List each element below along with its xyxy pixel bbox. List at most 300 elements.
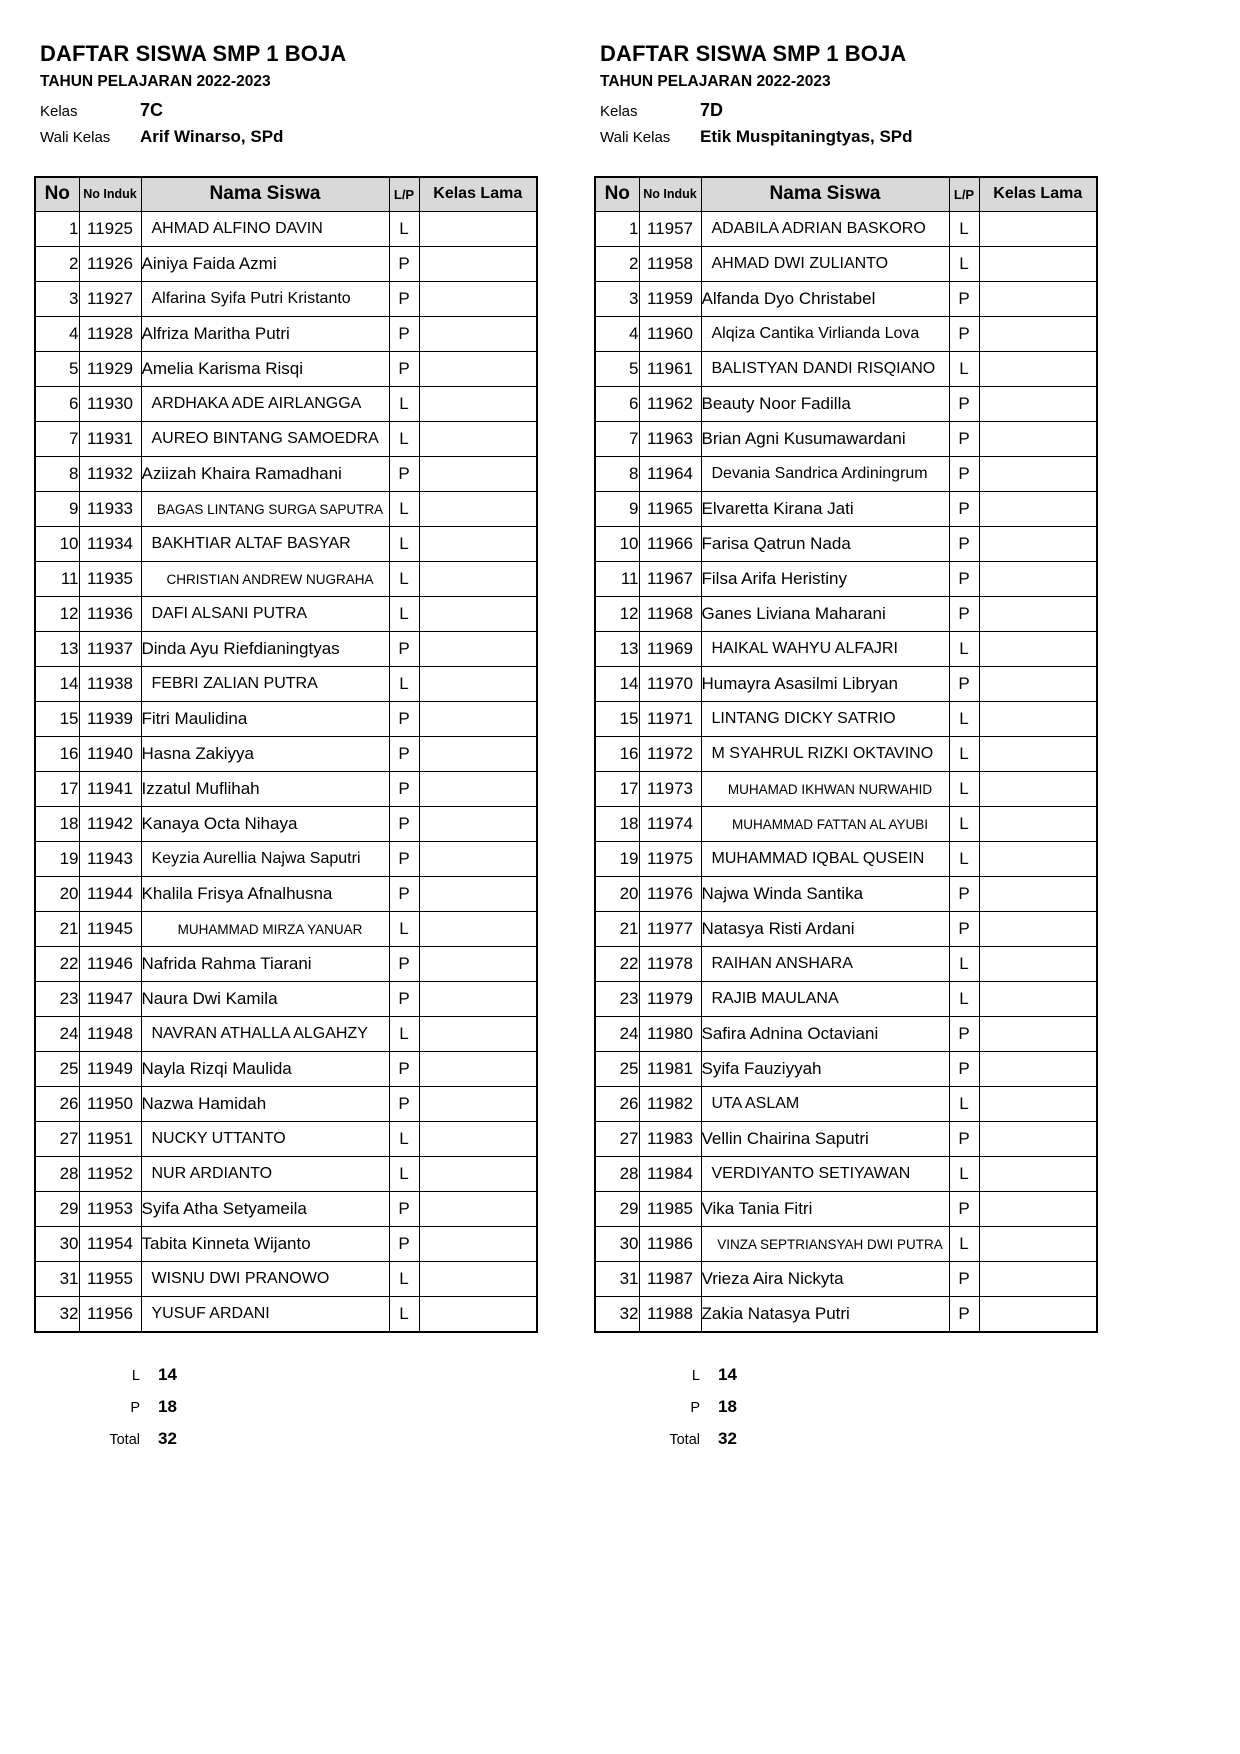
cell-lp: L — [949, 352, 979, 387]
table-row — [35, 1297, 537, 1332]
cell-no: 21 — [35, 912, 79, 947]
cell-no: 5 — [35, 352, 79, 387]
cell-no-induk: 11927 — [79, 282, 141, 317]
cell-no: 32 — [35, 1297, 79, 1332]
table-row — [35, 1262, 537, 1297]
cell-no: 21 — [595, 912, 639, 947]
cell-nama-siswa: Devania Sandrica Ardiningrum — [701, 457, 949, 492]
cell-no-induk: 11928 — [79, 317, 141, 352]
cell-kelas-lama — [419, 632, 537, 667]
summary-row-l — [94, 1359, 546, 1391]
academic-year: TAHUN PELAJARAN 2022-2023 — [600, 72, 831, 90]
cell-no: 3 — [35, 282, 79, 317]
cell-no-induk: 11939 — [79, 702, 141, 737]
table-row — [35, 562, 537, 597]
cell-kelas-lama — [419, 1052, 537, 1087]
cell-lp: L — [949, 247, 979, 282]
cell-no-induk: 11962 — [639, 387, 701, 422]
cell-nama-siswa: Khalila Frisya Afnalhusna — [141, 877, 389, 912]
cell-nama-siswa: DAFI ALSANI PUTRA — [141, 597, 389, 632]
cell-kelas-lama — [979, 667, 1097, 702]
cell-nama-siswa: Farisa Qatrun Nada — [701, 527, 949, 562]
cell-nama-siswa: Ainiya Faida Azmi — [141, 247, 389, 282]
cell-nama-siswa: Kanaya Octa Nihaya — [141, 807, 389, 842]
column-header-lp: L/P — [389, 177, 419, 212]
cell-nama-siswa: Najwa Winda Santika — [701, 877, 949, 912]
table-header — [35, 177, 537, 212]
cell-no: 32 — [595, 1297, 639, 1332]
table-row — [35, 247, 537, 282]
cell-no: 11 — [35, 562, 79, 597]
cell-no: 10 — [35, 527, 79, 562]
cell-kelas-lama — [419, 807, 537, 842]
table-row — [595, 492, 1097, 527]
cell-nama-siswa: AHMAD ALFINO DAVIN — [141, 212, 389, 247]
cell-lp: P — [949, 282, 979, 317]
cell-nama-siswa: Hasna Zakiyya — [141, 737, 389, 772]
cell-no-induk: 11947 — [79, 982, 141, 1017]
cell-kelas-lama — [979, 1017, 1097, 1052]
cell-lp: L — [949, 1157, 979, 1192]
cell-kelas-lama — [419, 597, 537, 632]
cell-lp: L — [389, 562, 419, 597]
cell-lp: P — [389, 1227, 419, 1262]
cell-lp: P — [389, 947, 419, 982]
cell-lp: L — [949, 772, 979, 807]
cell-no: 12 — [595, 597, 639, 632]
cell-nama-siswa: FEBRI ZALIAN PUTRA — [141, 667, 389, 702]
cell-no: 25 — [595, 1052, 639, 1087]
cell-no: 13 — [595, 632, 639, 667]
table-row — [35, 317, 537, 352]
cell-no: 17 — [35, 772, 79, 807]
cell-nama-siswa: WISNU DWI PRANOWO — [141, 1262, 389, 1297]
cell-no-induk: 11948 — [79, 1017, 141, 1052]
cell-kelas-lama — [979, 1297, 1097, 1332]
cell-lp: P — [389, 807, 419, 842]
table-row — [595, 912, 1097, 947]
cell-kelas-lama — [979, 597, 1097, 632]
cell-no-induk: 11978 — [639, 947, 701, 982]
summary-label-l: L — [691, 1367, 700, 1384]
cell-no: 29 — [35, 1192, 79, 1227]
cell-no: 9 — [35, 492, 79, 527]
cell-nama-siswa: Humayra Asasilmi Libryan — [701, 667, 949, 702]
kelas-label: Kelas — [40, 102, 78, 120]
cell-nama-siswa: Nazwa Hamidah — [141, 1087, 389, 1122]
cell-no: 19 — [595, 842, 639, 877]
table-row — [595, 1192, 1097, 1227]
table-row — [595, 562, 1097, 597]
academic-year: TAHUN PELAJARAN 2022-2023 — [40, 72, 271, 90]
table-row — [595, 667, 1097, 702]
cell-lp: P — [949, 1052, 979, 1087]
cell-nama-siswa: UTA ASLAM — [701, 1087, 949, 1122]
cell-lp: P — [949, 317, 979, 352]
cell-kelas-lama — [419, 772, 537, 807]
cell-kelas-lama — [979, 807, 1097, 842]
cell-kelas-lama — [979, 422, 1097, 457]
cell-lp: P — [949, 877, 979, 912]
cell-kelas-lama — [979, 562, 1097, 597]
cell-kelas-lama — [419, 1157, 537, 1192]
cell-no-induk: 11979 — [639, 982, 701, 1017]
cell-nama-siswa: Safira Adnina Octaviani — [701, 1017, 949, 1052]
cell-no: 14 — [595, 667, 639, 702]
table-row — [595, 352, 1097, 387]
cell-kelas-lama — [979, 1122, 1097, 1157]
kelas-value: 7C — [140, 99, 164, 120]
cell-no-induk: 11946 — [79, 947, 141, 982]
cell-no: 30 — [35, 1227, 79, 1262]
column-header-lp: L/P — [949, 177, 979, 212]
kelas-row — [40, 97, 546, 123]
cell-lp: P — [389, 317, 419, 352]
table-row — [35, 1087, 537, 1122]
table-row — [35, 772, 537, 807]
cell-nama-siswa: Filsa Arifa Heristiny — [701, 562, 949, 597]
cell-no-induk: 11936 — [79, 597, 141, 632]
cell-nama-siswa: Fitri Maulidina — [141, 702, 389, 737]
cell-nama-siswa: Vellin Chairina Saputri — [701, 1122, 949, 1157]
cell-kelas-lama — [419, 702, 537, 737]
cell-kelas-lama — [979, 387, 1097, 422]
page-title: DAFTAR SISWA SMP 1 BOJA — [600, 41, 907, 66]
summary-value-l: 14 — [718, 1364, 737, 1384]
cell-no: 8 — [595, 457, 639, 492]
cell-no: 24 — [35, 1017, 79, 1052]
summary-row-l — [654, 1359, 1106, 1391]
table-row — [595, 387, 1097, 422]
cell-lp: P — [389, 247, 419, 282]
table-row — [595, 947, 1097, 982]
cell-nama-siswa: Syifa Fauziyyah — [701, 1052, 949, 1087]
summary-label-l: L — [131, 1367, 140, 1384]
cell-no: 4 — [35, 317, 79, 352]
cell-no-induk: 11975 — [639, 842, 701, 877]
cell-no-induk: 11972 — [639, 737, 701, 772]
cell-lp: L — [389, 1262, 419, 1297]
cell-nama-siswa: Brian Agni Kusumawardani — [701, 422, 949, 457]
table-row — [595, 527, 1097, 562]
table-row — [35, 1192, 537, 1227]
table-row — [35, 422, 537, 457]
cell-no: 31 — [35, 1262, 79, 1297]
cell-no-induk: 11968 — [639, 597, 701, 632]
cell-lp: L — [389, 1297, 419, 1332]
wali-kelas-value: Arif Winarso, SPd — [140, 126, 284, 146]
cell-kelas-lama — [979, 737, 1097, 772]
cell-no: 29 — [595, 1192, 639, 1227]
cell-lp: L — [389, 1122, 419, 1157]
cell-no: 14 — [35, 667, 79, 702]
cell-lp: L — [949, 1087, 979, 1122]
cell-lp: L — [949, 212, 979, 247]
cell-lp: P — [949, 492, 979, 527]
cell-kelas-lama — [979, 772, 1097, 807]
page-title: DAFTAR SISWA SMP 1 BOJA — [40, 41, 347, 66]
cell-no-induk: 11945 — [79, 912, 141, 947]
cell-no: 16 — [595, 737, 639, 772]
cell-no-induk: 11943 — [79, 842, 141, 877]
summary-value-p: 18 — [718, 1396, 737, 1416]
cell-lp: P — [949, 1262, 979, 1297]
table-row — [35, 842, 537, 877]
cell-kelas-lama — [979, 457, 1097, 492]
table-row — [595, 1157, 1097, 1192]
summary-row-total — [654, 1423, 1106, 1455]
cell-kelas-lama — [419, 282, 537, 317]
cell-nama-siswa: AUREO BINTANG SAMOEDRA — [141, 422, 389, 457]
wali-kelas-label: Wali Kelas — [40, 128, 111, 146]
cell-no: 4 — [595, 317, 639, 352]
cell-nama-siswa: Vrieza Aira Nickyta — [701, 1262, 949, 1297]
cell-no: 18 — [35, 807, 79, 842]
cell-lp: L — [949, 1227, 979, 1262]
table-row — [595, 842, 1097, 877]
cell-no: 11 — [595, 562, 639, 597]
cell-kelas-lama — [979, 1087, 1097, 1122]
kelas-label: Kelas — [600, 102, 638, 120]
cell-no: 27 — [595, 1122, 639, 1157]
cell-nama-siswa: Dinda Ayu Riefdianingtyas — [141, 632, 389, 667]
cell-lp: L — [389, 912, 419, 947]
cell-no-induk: 11941 — [79, 772, 141, 807]
table-row — [595, 1227, 1097, 1262]
column-header-nama-siswa: Nama Siswa — [701, 177, 949, 212]
cell-kelas-lama — [419, 1017, 537, 1052]
table-row — [595, 212, 1097, 247]
cell-no-induk: 11969 — [639, 632, 701, 667]
cell-kelas-lama — [419, 912, 537, 947]
wali-kelas-row — [600, 125, 1106, 150]
cell-kelas-lama — [419, 317, 537, 352]
cell-kelas-lama — [979, 1227, 1097, 1262]
cell-kelas-lama — [419, 527, 537, 562]
cell-no-induk: 11971 — [639, 702, 701, 737]
cell-no-induk: 11964 — [639, 457, 701, 492]
cell-no: 8 — [35, 457, 79, 492]
cell-nama-siswa: MUHAMMAD IQBAL QUSEIN — [701, 842, 949, 877]
table-row — [35, 632, 537, 667]
cell-no-induk: 11981 — [639, 1052, 701, 1087]
cell-no-induk: 11944 — [79, 877, 141, 912]
cell-no-induk: 11954 — [79, 1227, 141, 1262]
cell-kelas-lama — [419, 247, 537, 282]
cell-lp: P — [949, 527, 979, 562]
cell-nama-siswa: Beauty Noor Fadilla — [701, 387, 949, 422]
class-panel-7d — [594, 40, 1106, 1754]
cell-nama-siswa: Izzatul Muflihah — [141, 772, 389, 807]
cell-no-induk: 11926 — [79, 247, 141, 282]
cell-kelas-lama — [419, 212, 537, 247]
cell-kelas-lama — [419, 947, 537, 982]
cell-nama-siswa: VINZA SEPTRIANSYAH DWI PUTRA — [701, 1227, 949, 1262]
column-header-kelas-lama: Kelas Lama — [419, 177, 537, 212]
cell-no-induk: 11940 — [79, 737, 141, 772]
roster-table-wrapper — [594, 176, 1106, 1333]
cell-lp: P — [949, 1297, 979, 1332]
table-row — [35, 387, 537, 422]
cell-no: 1 — [595, 212, 639, 247]
cell-lp: L — [389, 1017, 419, 1052]
cell-nama-siswa: HAIKAL WAHYU ALFAJRI — [701, 632, 949, 667]
cell-nama-siswa: BAKHTIAR ALTAF BASYAR — [141, 527, 389, 562]
cell-no-induk: 11974 — [639, 807, 701, 842]
table-row — [595, 772, 1097, 807]
cell-no: 22 — [595, 947, 639, 982]
cell-no: 22 — [35, 947, 79, 982]
table-row — [595, 597, 1097, 632]
summary-row-total — [94, 1423, 546, 1455]
cell-kelas-lama — [419, 667, 537, 702]
cell-kelas-lama — [419, 1192, 537, 1227]
cell-nama-siswa: Syifa Atha Setyameila — [141, 1192, 389, 1227]
cell-kelas-lama — [979, 632, 1097, 667]
cell-nama-siswa: MUHAMMAD MIRZA YANUAR — [141, 912, 389, 947]
cell-no: 6 — [35, 387, 79, 422]
cell-kelas-lama — [979, 317, 1097, 352]
table-row — [595, 1297, 1097, 1332]
cell-no: 6 — [595, 387, 639, 422]
header-row — [35, 177, 537, 212]
cell-lp: L — [389, 492, 419, 527]
cell-kelas-lama — [979, 912, 1097, 947]
table-row — [35, 1227, 537, 1262]
summary-value-p: 18 — [158, 1396, 177, 1416]
cell-no: 2 — [595, 247, 639, 282]
cell-lp: L — [949, 702, 979, 737]
cell-no: 2 — [35, 247, 79, 282]
cell-no: 7 — [595, 422, 639, 457]
cell-nama-siswa: CHRISTIAN ANDREW NUGRAHA — [141, 562, 389, 597]
cell-lp: P — [949, 597, 979, 632]
cell-no: 26 — [595, 1087, 639, 1122]
cell-nama-siswa: Elvaretta Kirana Jati — [701, 492, 949, 527]
cell-nama-siswa: YUSUF ARDANI — [141, 1297, 389, 1332]
cell-nama-siswa: M SYAHRUL RIZKI OKTAVINO — [701, 737, 949, 772]
cell-no: 10 — [595, 527, 639, 562]
cell-lp: L — [949, 632, 979, 667]
cell-no-induk: 11982 — [639, 1087, 701, 1122]
cell-no: 24 — [595, 1017, 639, 1052]
table-row — [35, 492, 537, 527]
header-row — [595, 177, 1097, 212]
cell-nama-siswa: NUCKY UTTANTO — [141, 1122, 389, 1157]
wali-kelas-row — [40, 125, 546, 150]
cell-no-induk: 11980 — [639, 1017, 701, 1052]
cell-lp: P — [949, 422, 979, 457]
summary-label-total: Total — [109, 1432, 140, 1449]
summary-row-p — [94, 1391, 546, 1423]
cell-no-induk: 11963 — [639, 422, 701, 457]
cell-lp: P — [949, 1017, 979, 1052]
cell-no-induk: 11942 — [79, 807, 141, 842]
cell-lp: P — [389, 842, 419, 877]
summary-label-p: P — [130, 1399, 140, 1416]
cell-kelas-lama — [419, 422, 537, 457]
cell-kelas-lama — [419, 982, 537, 1017]
cell-lp: P — [949, 457, 979, 492]
wali-kelas-label: Wali Kelas — [600, 128, 671, 146]
cell-kelas-lama — [419, 352, 537, 387]
table-row — [595, 1017, 1097, 1052]
cell-no: 20 — [35, 877, 79, 912]
cell-nama-siswa: Ganes Liviana Maharani — [701, 597, 949, 632]
cell-nama-siswa: Alqiza Cantika Virlianda Lova — [701, 317, 949, 352]
cell-no-induk: 11977 — [639, 912, 701, 947]
table-row — [35, 352, 537, 387]
cell-no-induk: 11933 — [79, 492, 141, 527]
cell-no: 28 — [595, 1157, 639, 1192]
table-row — [595, 807, 1097, 842]
cell-no: 15 — [595, 702, 639, 737]
table-row — [595, 1122, 1097, 1157]
cell-kelas-lama — [979, 492, 1097, 527]
cell-lp: L — [389, 422, 419, 457]
cell-no-induk: 11953 — [79, 1192, 141, 1227]
cell-lp: P — [949, 562, 979, 597]
table-row — [35, 527, 537, 562]
cell-lp: P — [389, 702, 419, 737]
cell-no-induk: 11967 — [639, 562, 701, 597]
table-row — [595, 1262, 1097, 1297]
cell-kelas-lama — [979, 877, 1097, 912]
cell-kelas-lama — [979, 982, 1097, 1017]
cell-kelas-lama — [419, 1227, 537, 1262]
cell-lp: L — [389, 1157, 419, 1192]
cell-no-induk: 11965 — [639, 492, 701, 527]
cell-nama-siswa: AHMAD DWI ZULIANTO — [701, 247, 949, 282]
cell-no: 23 — [35, 982, 79, 1017]
summary-block — [34, 1359, 546, 1456]
cell-no-induk: 11984 — [639, 1157, 701, 1192]
cell-no-induk: 11929 — [79, 352, 141, 387]
table-body — [35, 212, 537, 1332]
cell-no-induk: 11950 — [79, 1087, 141, 1122]
column-header-nama-siswa: Nama Siswa — [141, 177, 389, 212]
table-row — [35, 912, 537, 947]
cell-no-induk: 11932 — [79, 457, 141, 492]
cell-no-induk: 11986 — [639, 1227, 701, 1262]
column-header-kelas-lama: Kelas Lama — [979, 177, 1097, 212]
cell-no: 23 — [595, 982, 639, 1017]
roster-table-7d — [594, 176, 1098, 1333]
cell-kelas-lama — [979, 1262, 1097, 1297]
cell-no-induk: 11955 — [79, 1262, 141, 1297]
summary-block — [594, 1359, 1106, 1456]
cell-no-induk: 11958 — [639, 247, 701, 282]
cell-no-induk: 11960 — [639, 317, 701, 352]
cell-kelas-lama — [979, 702, 1097, 737]
cell-no-induk: 11961 — [639, 352, 701, 387]
cell-nama-siswa: Aziizah Khaira Ramadhani — [141, 457, 389, 492]
cell-nama-siswa: Alfanda Dyo Christabel — [701, 282, 949, 317]
cell-no-induk: 11988 — [639, 1297, 701, 1332]
cell-nama-siswa: Naura Dwi Kamila — [141, 982, 389, 1017]
cell-nama-siswa: RAJIB MAULANA — [701, 982, 949, 1017]
cell-lp: P — [389, 282, 419, 317]
cell-no-induk: 11976 — [639, 877, 701, 912]
cell-nama-siswa: NUR ARDIANTO — [141, 1157, 389, 1192]
cell-lp: L — [949, 947, 979, 982]
table-row — [35, 282, 537, 317]
cell-nama-siswa: MUHAMMAD FATTAN AL AYUBI — [701, 807, 949, 842]
cell-no: 30 — [595, 1227, 639, 1262]
summary-value-l: 14 — [158, 1364, 177, 1384]
cell-nama-siswa: Alfarina Syifa Putri Kristanto — [141, 282, 389, 317]
table-row — [595, 282, 1097, 317]
